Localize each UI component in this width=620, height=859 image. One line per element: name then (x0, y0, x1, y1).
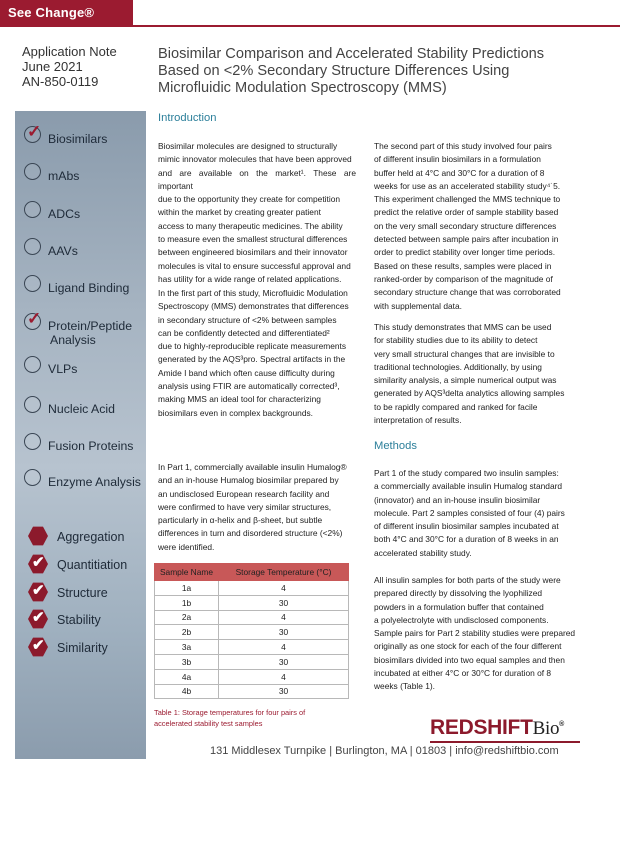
checkmark-icon: ✔ (32, 554, 45, 571)
text-line: a polyelectrolyte with undisclosed components. (374, 614, 549, 625)
text-line: in secondary structure of <2% between samples (158, 314, 337, 325)
app-note-number: AN-850-0119 (22, 74, 99, 89)
table-cell: 1a (155, 581, 219, 596)
intro-paragraph (374, 140, 578, 313)
text-line: Part 1 of the study compared two insulin samples: (374, 468, 559, 478)
logo-brand: REDSHIFT (430, 716, 533, 739)
text-line: were confirmed to have very similar structures, (158, 501, 332, 512)
text-line: biosimilars divided into two equal samples and then (374, 654, 565, 665)
caption-line: Table 1: Storage temperatures for four pairs of (154, 708, 306, 717)
text-line: In the first part of this study, Microfluidic Modulation (158, 288, 348, 298)
text-line: molecule. Part 2 samples consisted of four (4) pairs (374, 507, 565, 518)
text-line: similarity analysis, a simple numerical output was (374, 375, 557, 386)
logo-registered-mark: ® (559, 721, 565, 728)
radio-circle-icon[interactable] (24, 163, 41, 180)
table-cell: 4 (219, 581, 349, 596)
radio-circle-icon[interactable] (24, 356, 41, 373)
text-line: All insulin samples for both parts of the study were (374, 575, 561, 585)
footer-address: 131 Middlesex Turnpike | Burlington, MA | 01803 | info@redshiftbio.com (210, 745, 559, 757)
table-row (155, 684, 349, 699)
top-divider (0, 25, 620, 27)
text-line: for stability studies due to its ability to detect (374, 335, 538, 346)
checkmark-icon: ✔ (32, 609, 45, 626)
website-link[interactable]: www.redshiftbio.com (29, 849, 125, 859)
table-header-row (155, 564, 349, 581)
text-line: an undisclosed European research facility and (158, 488, 330, 499)
radio-circle-icon[interactable] (24, 201, 41, 218)
text-line: Spectroscopy (MMS) demonstrates that differences (158, 301, 349, 312)
text-line: differences in turn and disordered structure (<2%) (158, 528, 343, 539)
text-line: and are available on the market¹. These are important (158, 167, 356, 191)
text-line: generated by AQS³delta analytics allowing samples (374, 388, 565, 399)
logo-suffix: Bio (532, 718, 560, 739)
text-line: detected between sample pairs after incubation in (374, 234, 559, 245)
text-line: In Part 1, commercially available insulin Humalog® (158, 462, 347, 472)
text-line: has utility for a wide range of related applications. (158, 273, 342, 284)
sidebar (15, 111, 146, 859)
title-line: Microfluidic Modulation Spectroscopy (MMS) (158, 80, 447, 96)
methods-paragraph (374, 467, 578, 560)
sidebar-application-label: Fusion Proteins (48, 439, 134, 453)
text-line: due to highly-reproducible replicate measurements (158, 341, 347, 352)
sidebar-application-label: VLPs (48, 362, 78, 376)
table-header: Sample Name (155, 564, 219, 581)
radio-circle-icon[interactable] (24, 275, 41, 292)
caption-line: accelerated stability test samples (154, 718, 263, 728)
text-line: were identified. (158, 541, 215, 552)
banner-label: See Change® (8, 5, 95, 20)
app-note-info (22, 44, 117, 89)
intro-paragraph (158, 287, 356, 420)
table-cell: 4b (155, 684, 219, 699)
text-line: generated by the AQS³pro. Spectral artifacts in the (158, 354, 346, 365)
sidebar-attribute-label: Stability (57, 613, 101, 627)
text-line: incubated at either 4°C or 30°C for duration of 8 (374, 668, 552, 679)
text-line: (innovator) and an in-house insulin biosimilar (374, 494, 541, 505)
text-line: Biosimilar molecules are designed to structurally (158, 141, 338, 151)
text-line: Sample pairs for Part 2 stability studies were prepared (374, 628, 576, 639)
text-line: mimic innovator molecules that have been approved (158, 154, 352, 165)
text-line: originally as one stock for each of the four different (374, 641, 562, 652)
sidebar-application-label: Biosimilars (48, 132, 108, 146)
text-line: predict the relative order of sample stability based (374, 207, 559, 218)
text-line: Amide I band which often cause difficulty during (158, 367, 335, 378)
table-cell: 30 (219, 595, 349, 610)
sidebar-attribute-label: Structure (57, 586, 108, 600)
storage-table (154, 563, 349, 699)
text-line: secondary structure change that was corroborated (374, 287, 561, 298)
table-cell: 4a (155, 669, 219, 684)
table-caption (154, 708, 354, 729)
text-line: between engineered biosimilars and their innovator (158, 247, 348, 258)
checkmark-icon: ✓ (27, 122, 42, 141)
intro-paragraph (158, 461, 356, 554)
text-line: This study demonstrates that MMS can be used (374, 322, 552, 332)
text-line: weeks for use as an accelerated stability study⁴˙5. (374, 180, 561, 191)
hexagon-icon (28, 526, 48, 546)
text-line: to measure even the smallest structural differences (158, 234, 348, 245)
sidebar-application-label: ADCs (48, 207, 81, 221)
sidebar-application-label: Analysis (50, 333, 96, 347)
text-line: The second part of this study involved four pairs (374, 141, 552, 151)
text-line: due to the opportunity they create for competition (158, 194, 341, 205)
table-cell: 1b (155, 595, 219, 610)
table-row (155, 669, 349, 684)
text-line: powders in a formulation buffer that contained (374, 601, 544, 612)
text-line: of different insulin biosimilars in a formulation (374, 154, 541, 165)
table-cell: 4 (219, 640, 349, 655)
app-note-type: Application Note (22, 44, 117, 59)
table-row (155, 625, 349, 640)
table-cell: 30 (219, 654, 349, 669)
table-row (155, 640, 349, 655)
text-line: with supplemental data. (374, 300, 462, 311)
sidebar-application-label: Nucleic Acid (48, 402, 115, 416)
checkmark-icon: ✔ (32, 582, 45, 599)
table-cell: 2b (155, 625, 219, 640)
sidebar-application-label: Enzyme Analysis (48, 475, 141, 489)
text-line: both 4°C and 30°C for a duration of 8 weeks in an (374, 534, 559, 545)
sidebar-attribute-label: Quantitiation (57, 558, 128, 572)
table-cell: 3b (155, 654, 219, 669)
text-line: biosimilars even in complex backgrounds. (158, 407, 314, 418)
table-cell: 4 (219, 669, 349, 684)
text-line: to be rapidly compared and ranked for facile (374, 401, 538, 412)
text-line: particularly in α-helix and β-sheet, but subtle (158, 515, 323, 526)
intro-paragraph (158, 140, 356, 286)
radio-circle-icon[interactable] (24, 469, 41, 486)
text-line: within the market by creating greater patient (158, 207, 321, 218)
text-line: access to many therapeutic medicines. The ability (158, 220, 343, 231)
logo-underline (430, 741, 580, 743)
text-line: on the very small secondary structure differences (374, 220, 557, 231)
radio-circle-icon[interactable] (24, 238, 41, 255)
redshift-logo (430, 716, 564, 740)
table-row (155, 610, 349, 625)
sidebar-application-label: Protein/Peptide (48, 319, 133, 333)
table-cell: 30 (219, 625, 349, 640)
text-line: molecules is vital to ensure successful approval and (158, 260, 351, 271)
intro-heading: Introduction (158, 112, 217, 124)
text-line: making MMS an ideal tool for characterizing (158, 394, 321, 405)
text-line: accelerated stability study. (374, 547, 472, 558)
radio-circle-icon[interactable] (24, 396, 41, 413)
sidebar-attribute-label: Similarity (57, 641, 108, 655)
text-line: order to predict stability over longer time periods. (374, 247, 556, 258)
text-line: This experiment challenged the MMS technique to (374, 194, 561, 205)
table-cell: 4 (219, 610, 349, 625)
text-line: interpretation of results. (374, 415, 462, 426)
text-line: of different insulin biosimilar samples incubated at (374, 521, 559, 532)
text-line: Based on these results, samples were placed in (374, 260, 552, 271)
text-line: weeks (Table 1). (374, 681, 435, 692)
text-line: can be confidently detected and differentiated² (158, 327, 330, 338)
radio-circle-icon[interactable] (24, 433, 41, 450)
text-line: ranked-order by comparison of the magnitude of (374, 273, 553, 284)
text-line: and an in-house Humalog biosimilar prepared by (158, 475, 339, 486)
page-title (158, 46, 598, 97)
sidebar-application-label: Ligand Binding (48, 281, 130, 295)
text-line: very small structural changes that are invisible to (374, 348, 555, 359)
table-row (155, 654, 349, 669)
table-cell: 30 (219, 684, 349, 699)
text-line: prepared directly by dissolving the lyophilized (374, 588, 543, 599)
table-header: Storage Temperature (°C) (219, 564, 349, 581)
sidebar-application-label: mAbs (48, 169, 80, 183)
title-line: Biosimilar Comparison and Accelerated Stability Predictions (158, 46, 545, 62)
checkmark-icon: ✓ (27, 309, 42, 328)
title-line: Based on <2% Secondary Structure Differences Using (158, 63, 510, 79)
table-row (155, 581, 349, 596)
intro-paragraph (374, 321, 578, 427)
text-line: a commercially available insulin Humalog standard (374, 481, 563, 492)
see-change-banner (0, 0, 133, 26)
table-row (155, 595, 349, 610)
text-line: traditional technologies. Additionally, by using (374, 361, 542, 372)
text-line: analysis using FTIR are automatically corrected³, (158, 381, 340, 392)
app-note-date: June 2021 (22, 59, 83, 74)
methods-paragraph (374, 574, 578, 694)
table-cell: 3a (155, 640, 219, 655)
checkmark-icon: ✔ (32, 637, 45, 654)
table-cell: 2a (155, 610, 219, 625)
sidebar-attribute-label: Aggregation (57, 530, 125, 544)
methods-heading: Methods (374, 440, 417, 452)
sidebar-application-label: AAVs (48, 244, 78, 258)
text-line: buffer held at 4°C and 30°C for a duration of 8 (374, 167, 545, 178)
